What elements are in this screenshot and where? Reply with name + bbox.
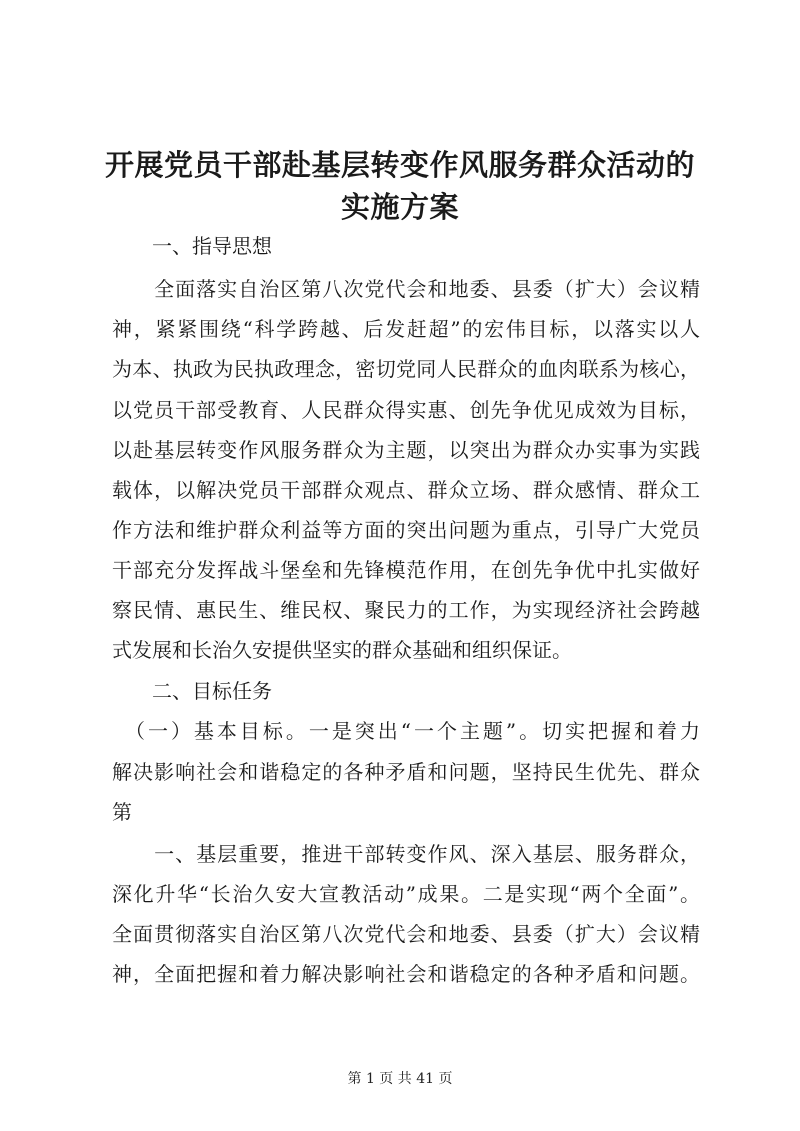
body-line: （一）基本目标。一是突出“一个主题”。切实把握和着力 — [112, 719, 700, 743]
page-footer: 第 1 页 共 41 页 — [347, 1071, 453, 1087]
body-line: 载体，以解决党员干部群众观点、群众立场、群众感情、群众工 — [112, 478, 700, 502]
body-line: 式发展和长治久安提供坚实的群众基础和组织保证。 — [112, 638, 572, 662]
body-line: 深化升华“长治久安大宣教活动”成果。二是实现“两个全面”。 — [112, 882, 700, 906]
document-title-line-2: 实施方案 — [340, 190, 459, 224]
section-heading: 一、指导思想 — [112, 234, 272, 258]
body-line: 神，紧紧围绕“科学跨越、后发赶超”的宏伟目标，以落实以人 — [112, 317, 700, 341]
section-heading: 二、目标任务 — [112, 679, 272, 703]
body-line: 神，全面把握和着力解决影响社会和谐稳定的各种矛盾和问题。 — [112, 962, 700, 986]
body-line: 为本、执政为民执政理念，密切党同人民群众的血肉联系为核心， — [112, 357, 700, 381]
document-title-line-1: 开展党员干部赴基层转变作风服务群众活动的 — [104, 148, 695, 182]
body-line: 全面贯彻落实自治区第八次党代会和地委、县委（扩大）会议精 — [112, 922, 700, 946]
body-line: 干部充分发挥战斗堡垒和先锋模范作用，在创先争优中扎实做好 — [112, 558, 700, 582]
body-line: 一、基层重要，推进干部转变作风、深入基层、服务群众， — [112, 842, 700, 866]
body-line: 解决影响社会和谐稳定的各种矛盾和问题，坚持民生优先、群众 — [112, 760, 700, 784]
body-line: 全面落实自治区第八次党代会和地委、县委（扩大）会议精 — [112, 277, 700, 301]
body-line: 以党员干部受教育、人民群众得实惠、创先争优见成效为目标， — [112, 398, 700, 422]
body-line: 作方法和维护群众利益等方面的突出问题为重点，引导广大党员 — [112, 518, 700, 542]
body-line: 以赴基层转变作风服务群众为主题，以突出为群众办实事为实践 — [112, 438, 700, 462]
body-line: 察民情、惠民生、维民权、聚民力的工作，为实现经济社会跨越 — [112, 598, 700, 622]
body-line: 第 — [112, 800, 132, 824]
